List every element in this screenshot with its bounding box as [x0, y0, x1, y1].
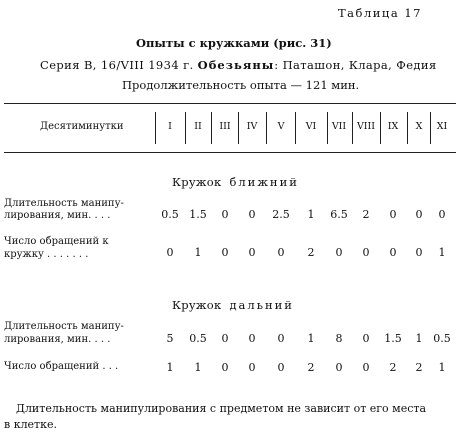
col-header: I: [168, 121, 172, 132]
first-col-header: Десятиминутки: [40, 121, 124, 132]
table-cell: 6.5: [330, 208, 348, 221]
col-sep: [211, 112, 212, 144]
table-cell: 2.5: [272, 208, 290, 221]
table-cell: 1: [438, 246, 446, 259]
table-cell: 2: [307, 246, 315, 259]
col-sep: [295, 112, 296, 144]
row-label-line2: лирования, мин. . . .: [4, 210, 111, 221]
table-cell: 0.5: [161, 208, 179, 221]
series-line: [40, 58, 437, 72]
table-cell: 1: [438, 361, 446, 374]
section-title-far: [172, 298, 294, 312]
table-cell: 0: [335, 246, 343, 259]
col-header: IV: [246, 121, 258, 132]
row-label-line1: Число обращений . . .: [4, 361, 119, 372]
table-cell: 0: [248, 361, 256, 374]
table-number: Таблица 17: [338, 6, 422, 20]
animals-names: : Паташон, Клара, Федия: [274, 58, 437, 72]
row-label-line2: лирования, мин. . . .: [4, 334, 111, 345]
table-cell: 0.5: [433, 332, 451, 345]
table-cell: 0: [248, 246, 256, 259]
table-cell: 1: [166, 361, 174, 374]
table-cell: 0: [221, 332, 229, 345]
col-header: IX: [387, 121, 399, 132]
table-cell: 0: [415, 246, 423, 259]
table-cell: 2: [389, 361, 397, 374]
table-cell: 0: [389, 208, 397, 221]
section-title-spaced: ближний: [229, 175, 299, 189]
table-cell: 2: [362, 208, 370, 221]
table-cell: 5: [166, 332, 174, 345]
col-header: XI: [436, 121, 448, 132]
series-prefix: Серия В, 16/VIII 1934 г.: [40, 58, 198, 72]
table-title: Опыты с кружками (рис. 31): [136, 36, 332, 50]
table-cell: 1: [194, 246, 202, 259]
table-cell: 0.5: [189, 332, 207, 345]
section-title-word: Кружок: [172, 175, 222, 189]
table-top-rule: [4, 103, 456, 104]
table-cell: 0: [362, 246, 370, 259]
col-header: X: [415, 121, 423, 132]
col-sep: [352, 112, 353, 144]
col-sep: [238, 112, 239, 144]
table-cell: 1: [307, 332, 315, 345]
table-cell: 0: [438, 208, 446, 221]
table-cell: 1: [307, 208, 315, 221]
row-label-line1: Длительность манипу-: [4, 321, 124, 332]
col-header: VII: [331, 121, 347, 132]
duration-line: Продолжительность опыта — 121 мин.: [122, 78, 360, 92]
table-cell: 8: [335, 332, 343, 345]
col-header: II: [194, 121, 202, 132]
col-header: V: [277, 121, 285, 132]
table-cell: 2: [307, 361, 315, 374]
col-header: VI: [305, 121, 317, 132]
table-cell: 1.5: [384, 332, 402, 345]
animals-label: Обезьяны: [197, 58, 275, 72]
table-cell: 0: [221, 208, 229, 221]
col-sep: [185, 112, 186, 144]
table-cell: 0: [362, 332, 370, 345]
table-cell: 0: [248, 332, 256, 345]
section-title-spaced: дальний: [229, 298, 294, 312]
col-sep: [155, 112, 156, 144]
table-header-rule: [4, 152, 456, 153]
table-cell: 0: [277, 246, 285, 259]
table-cell: 1.5: [189, 208, 207, 221]
footer-note-line1: Длительность манипулирования с предметом не зависит от его места: [16, 402, 427, 415]
table-cell: 0: [277, 332, 285, 345]
table-cell: 0: [335, 361, 343, 374]
col-header: III: [219, 121, 231, 132]
table-cell: 0: [221, 361, 229, 374]
row-label-line1: Число обращений к: [4, 236, 109, 247]
col-header: VIII: [356, 121, 376, 132]
footer-note-line2: в клетке.: [4, 418, 58, 431]
section-title-word: Кружок: [172, 298, 222, 312]
table-cell: 1: [194, 361, 202, 374]
table-cell: 1: [415, 332, 423, 345]
table-cell: 0: [415, 208, 423, 221]
table-cell: 0: [248, 208, 256, 221]
row-label-line1: Длительность манипу-: [4, 198, 124, 209]
row-label-line2: кружку . . . . . . .: [4, 249, 89, 260]
section-title-near: [172, 175, 299, 189]
table-cell: 0: [166, 246, 174, 259]
col-sep: [380, 112, 381, 144]
table-cell: 0: [221, 246, 229, 259]
col-sep: [266, 112, 267, 144]
table-cell: 2: [415, 361, 423, 374]
table-cell: 0: [362, 361, 370, 374]
table-cell: 0: [277, 361, 285, 374]
table-cell: 0: [389, 246, 397, 259]
